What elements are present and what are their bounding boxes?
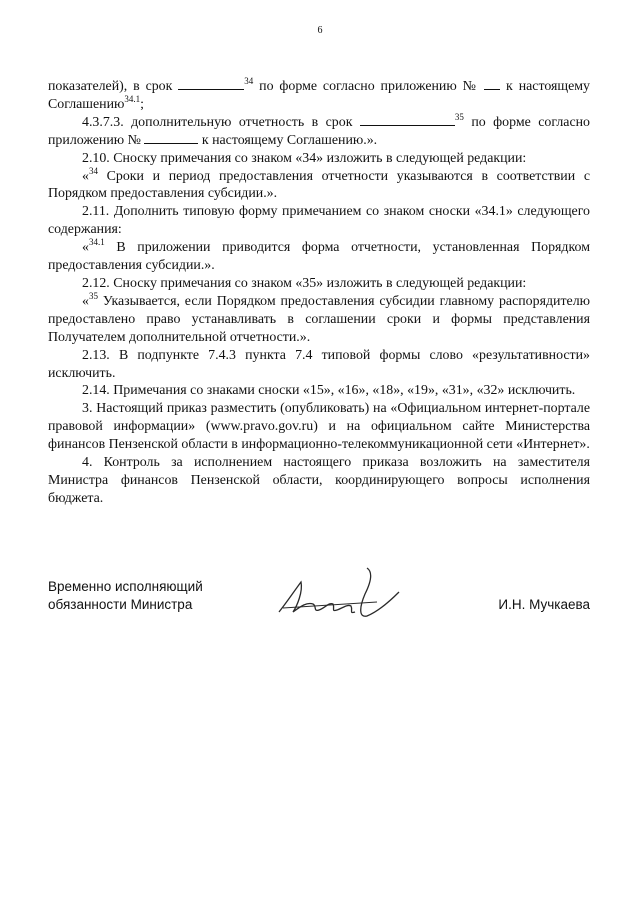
paragraph-2-14: 2.14. Примечания со знаками сноски «15», «16», «18», «19», «31», «32» исключить. [82, 383, 576, 399]
position-line-2: обязанности Министра [48, 597, 193, 612]
footnote-34-1-text: «$^{34.1}$ В приложении приводится форма отчетности, установленная Порядком предоставления субсидии.». [48, 237, 590, 274]
footnote-34-text: «$^{34}$ Сроки и период предоставления отчетности указываются в соответствии с Порядком предоставления субсидии.». [48, 165, 590, 202]
paragraph-deadline-form: показателей), в срок $^{34}$ по форме согласно приложению № к настоящему Соглашению$^{34.1}$; [48, 76, 591, 112]
signatory-position [48, 578, 203, 614]
footnote-ref: 35 [454, 111, 464, 122]
footnote-35-text: «$^{35}$ Указывается, если Порядком предоставления субсидии главному распорядителю предоставлено право устанавливать в соглашении сроки и формы представления Получателем дополнительной отчетности.». [48, 290, 590, 345]
footnote-ref: 34.1 [124, 93, 141, 104]
page-number: 6 [317, 25, 323, 36]
paragraph-2-13: 2.13. В подпункте 7.4.3 пункта 7.4 типовой формы слово «результативности» исключить. [48, 347, 590, 381]
footnote-ref: 34 [244, 76, 254, 86]
blank-line [144, 132, 198, 144]
signatory-name: И.Н. Мучкаева [498, 597, 590, 612]
footnote-ref: 35 [88, 290, 98, 301]
paragraph-2-10: 2.10. Сноску примечания со знаком «34» изложить в следующей редакции: [82, 150, 527, 166]
document-body [48, 78, 590, 508]
position-line-1: Временно исполняющий [48, 579, 203, 594]
paragraph-4: 4. Контроль за исполнением настоящего приказа возложить на заместителя Министра финансов Пензенской области, координирующего вопросы исполнения бюджета. [48, 455, 590, 506]
paragraph-4-3-7-3: 4.3.7.3. дополнительную отчетность в срок $^{35}$ по форме согласно приложению № к настоящему Соглашению.». [48, 111, 590, 148]
footnote-ref: 34 [88, 165, 98, 176]
blank-line [178, 78, 244, 90]
paragraph-3: 3. Настоящий приказ разместить (опубликовать) на «Официальном интернет-портале правовой информации» (www.pravo.gov.ru) и на официальном сайте Министерства финансов Пензенской области в информационно-телекоммуникационной сети «Интернет». [48, 401, 590, 453]
paragraph-2-12: 2.12. Сноску примечания со знаком «35» изложить в следующей редакции: [82, 275, 527, 291]
paragraph-2-11: 2.11. Дополнить типовую форму примечанием со знаком сноски «34.1» следующего содержания: [48, 204, 590, 238]
footnote-ref: 34.1 [88, 237, 105, 248]
blank-line [360, 114, 455, 126]
blank-line [484, 78, 500, 90]
handwritten-signature [273, 562, 405, 628]
signature-block [48, 578, 590, 638]
